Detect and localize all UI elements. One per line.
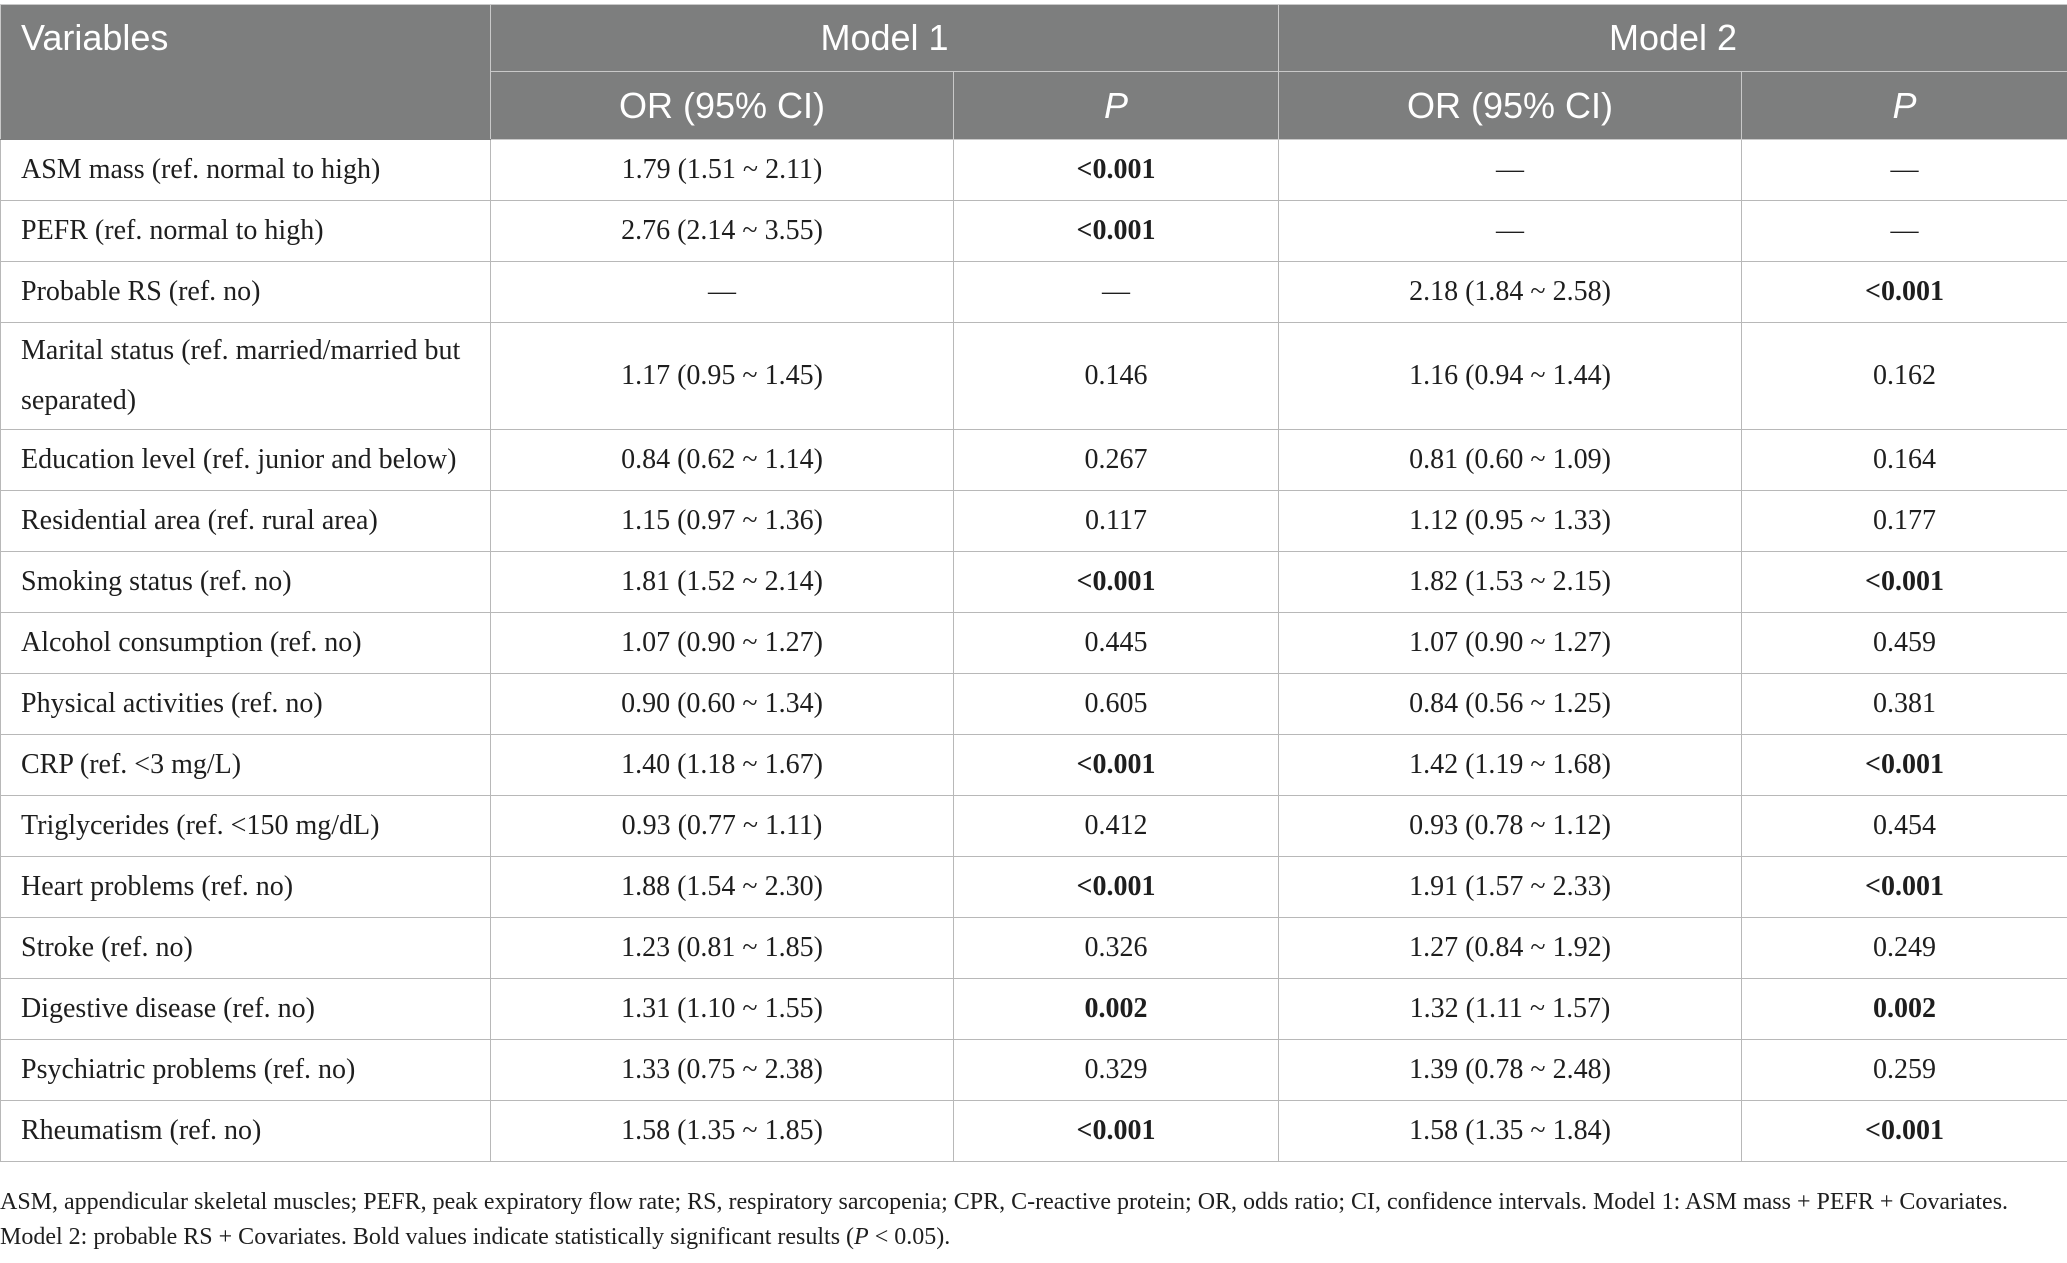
table-row [1,613,2067,674]
model-1-p-cell: 0.146 [954,323,1279,430]
model-2-or-cell: 2.18 (1.84 ~ 2.58) [1279,262,1742,323]
variable-cell: Triglycerides (ref. <150 mg/dL) [1,796,491,857]
model-1-or-cell: 1.79 (1.51 ~ 2.11) [491,140,954,201]
model-1-or-cell: 1.58 (1.35 ~ 1.85) [491,1101,954,1162]
model-2-p-cell: 0.002 [1742,979,2067,1040]
model-1-header: Model 1 [491,5,1279,72]
results-table-container [0,4,2067,1162]
variable-cell: Alcohol consumption (ref. no) [1,613,491,674]
model-1-p-cell: 0.326 [954,918,1279,979]
model-1-or-cell: — [491,262,954,323]
variable-cell: ASM mass (ref. normal to high) [1,140,491,201]
model-2-or-cell: 1.58 (1.35 ~ 1.84) [1279,1101,1742,1162]
model-1-or-cell: 1.07 (0.90 ~ 1.27) [491,613,954,674]
table-row [1,796,2067,857]
footnote-text: ASM, appendicular skeletal muscles; PEFR, peak expiratory flow rate; RS, respiratory sarcopenia; CPR, C-reactive protein; OR, odds ratio; CI, confidence intervals. Model 1: ASM mass + PEFR + Covariates. Model 2: probable RS + Covariates. Bold values indicate statistically significant results ( [0,1189,2009,1250]
model-2-or-cell: 1.91 (1.57 ~ 2.33) [1279,857,1742,918]
model-2-p-cell: <0.001 [1742,262,2067,323]
variable-cell: Rheumatism (ref. no) [1,1101,491,1162]
model-2-p-cell: <0.001 [1742,1101,2067,1162]
model-2-p-cell: 0.259 [1742,1040,2067,1101]
table-row [1,674,2067,735]
model-1-p-cell: 0.445 [954,613,1279,674]
table-row [1,1101,2067,1162]
model-2-p-cell: 0.164 [1742,430,2067,491]
model-1-or-cell: 1.23 (0.81 ~ 1.85) [491,918,954,979]
variable-cell: Digestive disease (ref. no) [1,979,491,1040]
model-2-or-cell: 1.39 (0.78 ~ 2.48) [1279,1040,1742,1101]
model-1-p-cell: <0.001 [954,857,1279,918]
table-row [1,140,2067,201]
model-2-or-cell: 0.84 (0.56 ~ 1.25) [1279,674,1742,735]
model-1-or-cell: 1.33 (0.75 ~ 2.38) [491,1040,954,1101]
model-1-p-cell: 0.117 [954,491,1279,552]
variable-cell: Heart problems (ref. no) [1,857,491,918]
table-footnote [0,1185,2050,1255]
model-1-p-cell: <0.001 [954,1101,1279,1162]
table-row [1,979,2067,1040]
model-1-or-cell: 1.31 (1.10 ~ 1.55) [491,979,954,1040]
variable-cell: Physical activities (ref. no) [1,674,491,735]
model-2-p-cell: 0.177 [1742,491,2067,552]
table-row [1,201,2067,262]
variable-cell: PEFR (ref. normal to high) [1,201,491,262]
model-2-or-cell: 1.42 (1.19 ~ 1.68) [1279,735,1742,796]
model-1-or-cell: 0.90 (0.60 ~ 1.34) [491,674,954,735]
model-1-p-cell: — [954,262,1279,323]
model-2-p-cell: 0.249 [1742,918,2067,979]
model-2-p-header: P [1742,72,2067,140]
model-1-p-cell: <0.001 [954,201,1279,262]
variable-cell: Smoking status (ref. no) [1,552,491,613]
model-2-or-cell: 1.82 (1.53 ~ 2.15) [1279,552,1742,613]
table-row [1,735,2067,796]
footnote-text-end: < 0.05). [868,1224,951,1250]
odds-ratio-table [0,4,2067,1162]
model-1-or-ci-header: OR (95% CI) [491,72,954,140]
footnote-p-symbol: P [854,1224,869,1250]
model-2-or-cell: 0.81 (0.60 ~ 1.09) [1279,430,1742,491]
model-2-p-cell: <0.001 [1742,735,2067,796]
model-1-or-cell: 0.93 (0.77 ~ 1.11) [491,796,954,857]
model-2-p-cell: 0.162 [1742,323,2067,430]
model-2-or-cell: 1.12 (0.95 ~ 1.33) [1279,491,1742,552]
model-2-header: Model 2 [1279,5,2067,72]
model-1-p-cell: <0.001 [954,140,1279,201]
model-2-or-cell: 0.93 (0.78 ~ 1.12) [1279,796,1742,857]
table-row [1,491,2067,552]
variable-cell: Stroke (ref. no) [1,918,491,979]
variable-cell: Education level (ref. junior and below) [1,430,491,491]
table-row [1,1040,2067,1101]
model-2-or-cell: 1.16 (0.94 ~ 1.44) [1279,323,1742,430]
model-1-p-cell: <0.001 [954,552,1279,613]
model-2-p-cell: 0.454 [1742,796,2067,857]
table-header [1,5,2067,140]
variable-cell: CRP (ref. <3 mg/L) [1,735,491,796]
table-row [1,262,2067,323]
model-2-or-cell: — [1279,201,1742,262]
table-row [1,430,2067,491]
model-2-p-cell: — [1742,140,2067,201]
model-1-p-header: P [954,72,1279,140]
variable-cell: Residential area (ref. rural area) [1,491,491,552]
model-1-p-cell: 0.267 [954,430,1279,491]
model-2-p-cell: 0.381 [1742,674,2067,735]
model-2-p-cell: <0.001 [1742,552,2067,613]
table-row [1,918,2067,979]
model-1-p-cell: 0.329 [954,1040,1279,1101]
model-2-or-cell: 1.32 (1.11 ~ 1.57) [1279,979,1742,1040]
model-1-or-cell: 2.76 (2.14 ~ 3.55) [491,201,954,262]
model-2-p-cell: <0.001 [1742,857,2067,918]
model-1-p-cell: <0.001 [954,735,1279,796]
model-1-or-cell: 0.84 (0.62 ~ 1.14) [491,430,954,491]
header-row-models [1,5,2067,72]
model-1-or-cell: 1.40 (1.18 ~ 1.67) [491,735,954,796]
table-row [1,857,2067,918]
model-2-p-cell: 0.459 [1742,613,2067,674]
model-2-or-cell: 1.27 (0.84 ~ 1.92) [1279,918,1742,979]
table-row [1,552,2067,613]
model-2-or-cell: — [1279,140,1742,201]
model-1-or-cell: 1.15 (0.97 ~ 1.36) [491,491,954,552]
variable-cell: Marital status (ref. married/married but separated) [1,323,491,430]
table-body [1,140,2067,1162]
model-2-p-cell: — [1742,201,2067,262]
variable-cell: Probable RS (ref. no) [1,262,491,323]
model-1-or-cell: 1.17 (0.95 ~ 1.45) [491,323,954,430]
model-1-p-cell: 0.605 [954,674,1279,735]
variables-column-header: Variables [1,5,491,140]
model-1-p-cell: 0.412 [954,796,1279,857]
variable-cell: Psychiatric problems (ref. no) [1,1040,491,1101]
model-2-or-ci-header: OR (95% CI) [1279,72,1742,140]
table-row [1,323,2067,430]
model-2-or-cell: 1.07 (0.90 ~ 1.27) [1279,613,1742,674]
model-1-or-cell: 1.81 (1.52 ~ 2.14) [491,552,954,613]
model-1-or-cell: 1.88 (1.54 ~ 2.30) [491,857,954,918]
model-1-p-cell: 0.002 [954,979,1279,1040]
